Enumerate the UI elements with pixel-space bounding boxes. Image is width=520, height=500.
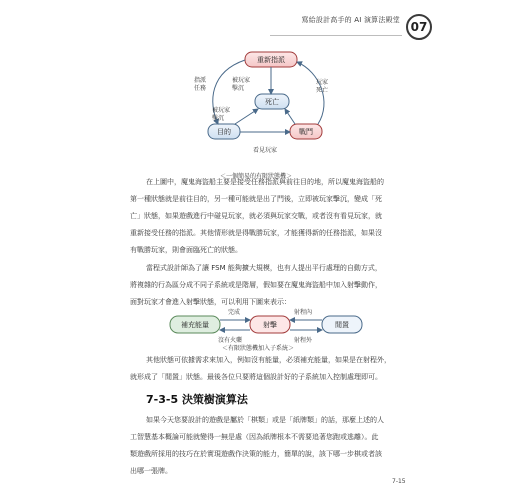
edge-label-killed-2: 被玩家擊沉: [212, 107, 231, 122]
text-line: 將複雜的行為區分成不同子系統或是階層，假如要在魔鬼海盜船中加入射擊動作，: [130, 281, 382, 289]
text-line: 第一種狀態就是前往目的，另一種可能就是出了門後，立即被玩家擊沉，變成「死: [130, 195, 382, 203]
text-line: 面對玩家才會進入射擊狀態，可以利用下圖來表示：: [130, 298, 291, 306]
state-dead-label: 死亡: [265, 98, 279, 106]
page-number: 7-15: [392, 478, 406, 485]
section-title: 決策樹演算法: [181, 393, 248, 406]
text-line: 當程式設計師為了讓 FSM 能夠擴大規模，也有人提出平行處理的自動方式，: [146, 264, 382, 272]
text-line: 重新接受任務的指派。其他情形就是得戰勝玩家，才能獲得新的任務指派，如果沒: [130, 229, 382, 237]
section-heading: [146, 391, 248, 407]
edge-label-player-died: 玩家死亡: [316, 79, 329, 94]
text-line: 類遊戲所採用的技巧在於實現遊戲作決策的能力，簡單的說，該下哪一步棋或者該: [130, 450, 382, 458]
chapter-badge: 07: [406, 14, 432, 40]
text-line: 其他狀態可依據需求來加入，例如沒有能量，必須補充能量，如果是在射程外，: [146, 356, 391, 364]
figure2-caption: ＜有限狀態機加入子系統＞: [222, 345, 295, 352]
state-target-label: 目的: [217, 128, 231, 136]
text-line: 出哪一張牌。: [130, 467, 172, 475]
state-shoot-label: 射擊: [263, 321, 277, 329]
text-line: 在上圖中，魔鬼海盜船主要是接受任務指派與前往目的地，所以魔鬼海盜船的: [146, 178, 384, 186]
fsm-diagram: [150, 42, 380, 172]
state-battle-label: 戰鬥: [299, 128, 313, 136]
text-line: 如果今天您要設計的遊戲是屬於「棋類」或是「紙牌類」的話，那麼上述的人: [146, 416, 384, 424]
edge-target-dead: [235, 109, 258, 124]
section-number: 7-3-5: [146, 393, 179, 406]
edge-label-assign: 指派任務: [194, 77, 207, 92]
text-line: 工智慧基本概論可能就變得一無是處（因為紙牌根本不需要追著您跑或逃離）。此: [130, 433, 379, 441]
edge-label-no-ammo: 沒有火藥: [218, 337, 243, 344]
running-title: 寫給設計高手的 AI 演算法殿堂: [301, 16, 400, 24]
header-rule: [270, 35, 402, 36]
edge-label-killed-1: 被玩家擊沉: [232, 77, 251, 92]
text-line: 有戰勝玩家，則會面臨死亡的狀態。: [130, 246, 242, 254]
text-line: 亡」狀態，如果遊戲進行中碰見玩家，就必須與玩家交戰，或者沒有看見玩家，就: [130, 212, 382, 220]
edge-label-out-of-range: 射程外: [294, 337, 313, 344]
edge-battle-dead: [285, 109, 295, 124]
state-patrol-label: 重新指派: [257, 56, 285, 64]
text-line: 就形成了「閒置」狀態。最後各位只要將這個設計好的子系統加入控制處理即可。: [130, 373, 382, 381]
state-idle-label: 閒置: [335, 321, 349, 329]
edge-label-done: 完成: [228, 309, 241, 316]
page-header: [0, 10, 520, 40]
edge-label-in-range: 射程內: [294, 309, 313, 316]
edge-label-sees: 看見玩家: [253, 147, 278, 154]
figure1-caption: ＜一個簡易的有限狀態機＞: [220, 173, 293, 180]
state-recharge-label: 補充能量: [181, 321, 209, 329]
